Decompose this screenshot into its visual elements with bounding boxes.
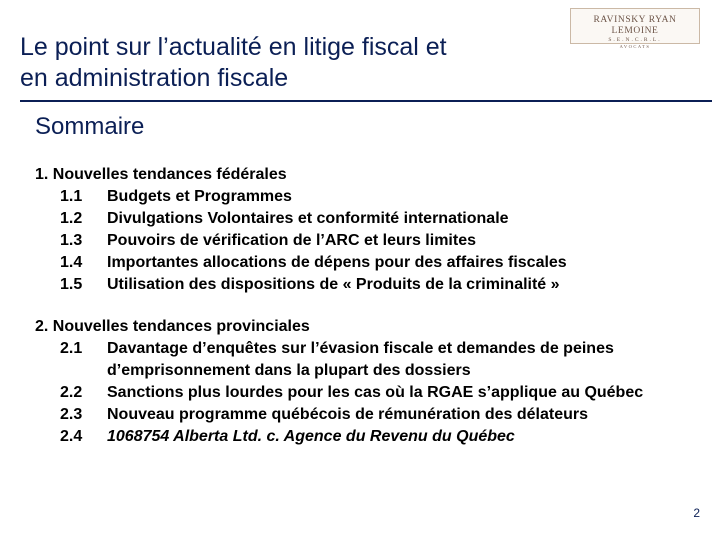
list-item	[35, 186, 695, 208]
logo-firm-tagline: AVOCATS	[619, 44, 651, 49]
section-heading-provincial: 2. Nouvelles tendances provinciales	[35, 318, 310, 335]
item-number: 1.3	[60, 232, 83, 249]
logo-firm-name: RAVINSKY RYAN LEMOINE	[593, 15, 677, 36]
title-divider	[20, 100, 712, 102]
summary-content	[35, 164, 695, 448]
list-item	[35, 404, 695, 426]
list-item	[35, 426, 695, 448]
item-text: Davantage d’enquêtes sur l’évasion fiscale et demandes de peines d’emprisonnement dans la plupart des dossiers	[107, 340, 614, 379]
item-text-case-citation: 1068754 Alberta Ltd. c. Agence du Revenu du Québec	[107, 428, 515, 445]
item-number: 1.1	[60, 188, 83, 205]
section-heading-federal: 1. Nouvelles tendances fédérales	[35, 166, 287, 183]
item-number: 2.4	[60, 428, 83, 445]
slide-title-line2: en administration fiscale	[20, 64, 289, 92]
item-number: 2.3	[60, 406, 83, 423]
slide-subtitle: Sommaire	[35, 113, 145, 140]
section-spacer	[35, 296, 695, 316]
item-text: Pouvoirs de vérification de l’ARC et leurs limites	[107, 232, 476, 249]
item-number: 1.2	[60, 210, 83, 227]
logo-firm-type: S.E.N.C.R.L.	[608, 37, 662, 43]
item-text: Importantes allocations de dépens pour des affaires fiscales	[107, 254, 567, 271]
slide-title-line1: Le point sur l’actualité en litige fiscal et	[20, 33, 447, 61]
item-text: Budgets et Programmes	[107, 188, 292, 205]
list-item	[35, 382, 695, 404]
list-item	[35, 274, 695, 296]
item-text: Sanctions plus lourdes pour les cas où la RGAE s’applique au Québec	[107, 384, 644, 401]
item-text: Nouveau programme québécois de rémunération des délateurs	[107, 406, 589, 423]
list-item	[35, 208, 695, 230]
item-number: 1.5	[60, 276, 83, 293]
item-number: 1.4	[60, 254, 83, 271]
item-text: Divulgations Volontaires et conformité internationale	[107, 210, 509, 227]
slide-title	[20, 32, 560, 94]
item-number: 2.2	[60, 384, 83, 401]
page-number: 2	[693, 506, 700, 520]
list-item	[35, 252, 695, 274]
firm-logo	[570, 8, 700, 49]
item-number: 2.1	[60, 340, 83, 357]
list-item	[35, 338, 695, 382]
list-item	[35, 230, 695, 252]
item-text: Utilisation des dispositions de « Produits de la criminalité »	[107, 276, 560, 293]
